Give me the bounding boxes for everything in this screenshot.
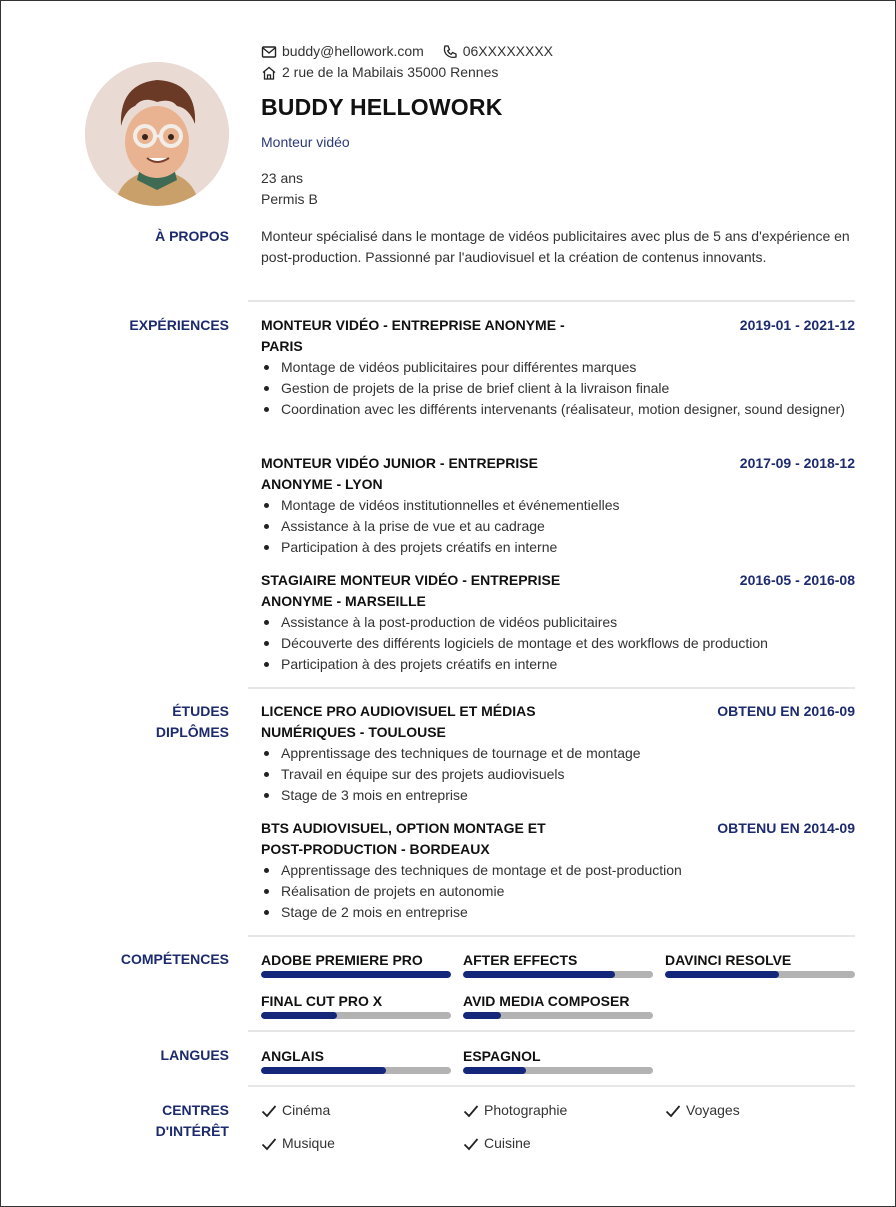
interest-label: Musique (282, 1135, 335, 1151)
education-bullets (261, 743, 855, 806)
avatar (85, 62, 229, 206)
language-item (463, 1047, 653, 1074)
language-bar-track (261, 1067, 451, 1074)
section-label-languages: LANGUES (160, 1047, 229, 1063)
phone-item[interactable] (442, 41, 553, 62)
skill-bar-fill (463, 971, 615, 978)
education-entry (261, 701, 855, 806)
education-entry (261, 818, 855, 923)
education-title: BTS AUDIOVISUEL, OPTION MONTAGE ET POST-PRODUCTION - BORDEAUX (261, 820, 546, 857)
experience-title: STAGIAIRE MONTEUR VIDÉO - ENTREPRISE ANONYME - MARSEILLE (261, 572, 561, 609)
experience-bullets (261, 495, 855, 558)
language-bar-fill (261, 1067, 386, 1074)
list-item: Stage de 3 mois en entreprise (261, 785, 855, 806)
interest-label: Photographie (484, 1102, 568, 1118)
skill-bar-fill (261, 971, 451, 978)
list-item: Gestion de projets de la prise de brief client à la livraison finale (261, 378, 855, 399)
experience-bullets (261, 612, 855, 675)
candidate-name: BUDDY HELLOWORK (261, 94, 503, 120)
education-label-line1: ÉTUDES (172, 703, 229, 719)
experience-date: 2016-05 - 2016-08 (739, 572, 855, 588)
skill-name: DAVINCI RESOLVE (665, 952, 792, 968)
skill-bar-fill (261, 1012, 337, 1019)
skill-name: ADOBE PREMIERE PRO (261, 952, 423, 968)
divider (248, 1085, 855, 1087)
divider (248, 935, 855, 937)
check-icon (261, 1137, 277, 1151)
section-label-skills: COMPÉTENCES (120, 951, 229, 967)
section-label-experiences: EXPÉRIENCES (129, 317, 229, 333)
skill-name: FINAL CUT PRO X (261, 993, 383, 1009)
education-title: LICENCE PRO AUDIOVISUEL ET MÉDIAS NUMÉRIQUES - TOULOUSE (261, 703, 536, 740)
list-item: Apprentissage des techniques de tournage et de montage (261, 743, 855, 764)
skill-item (665, 951, 855, 978)
education-bullets (261, 860, 855, 923)
section-label-education (89, 701, 229, 743)
language-item (261, 1047, 451, 1074)
language-bar-track (463, 1067, 653, 1074)
skill-bar-fill (463, 1012, 501, 1019)
license-text: Permis B (261, 191, 318, 207)
skill-bar-track (665, 971, 855, 978)
divider (248, 1030, 855, 1032)
phone-text: 06XXXXXXXX (462, 43, 554, 59)
list-item: Travail en équipe sur des projets audiovisuels (261, 764, 855, 785)
experience-title: MONTEUR VIDÉO - ENTREPRISE ANONYME - PARIS (261, 317, 565, 354)
home-icon (261, 65, 277, 81)
skill-bar-track (261, 1012, 451, 1019)
experience-date: 2019-01 - 2021-12 (739, 317, 855, 333)
skill-name: AVID MEDIA COMPOSER (463, 993, 630, 1009)
list-item: Stage de 2 mois en entreprise (261, 902, 855, 923)
experience-entry (261, 315, 855, 420)
interests-label-line2: D'INTÉRÊT (155, 1123, 229, 1139)
language-bar-fill (463, 1067, 526, 1074)
check-icon (665, 1104, 681, 1118)
interest-label: Cinéma (282, 1102, 331, 1118)
check-icon (463, 1104, 479, 1118)
skill-bar-track (261, 971, 451, 978)
list-item: Assistance à la post-production de vidéos publicitaires (261, 612, 855, 633)
skill-bar-track (463, 971, 653, 978)
experience-entry (261, 453, 855, 558)
interest-item (463, 1100, 567, 1121)
section-label-about: À PROPOS (155, 228, 229, 244)
list-item: Montage de vidéos publicitaires pour différentes marques (261, 357, 855, 378)
list-item: Assistance à la prise de vue et au cadrage (261, 516, 855, 537)
interest-label: Cuisine (484, 1135, 531, 1151)
phone-icon (442, 44, 458, 60)
skill-item (261, 992, 451, 1019)
interest-item (261, 1100, 330, 1121)
about-text: Monteur spécialisé dans le montage de vidéos publicitaires avec plus de 5 ans d'expérience en post-production. Passionné par l'audiovisuel et la création de contenus innovants. (261, 228, 850, 265)
contact-line-2 (261, 62, 512, 87)
experience-title: MONTEUR VIDÉO JUNIOR - ENTREPRISE ANONYME - LYON (261, 455, 538, 492)
interest-item (463, 1133, 531, 1154)
email-text: buddy@hellowork.com (282, 43, 424, 59)
skill-item (261, 951, 451, 978)
skill-bar-track (463, 1012, 653, 1019)
list-item: Participation à des projets créatifs en interne (261, 654, 855, 675)
interest-label: Voyages (686, 1102, 740, 1118)
skill-name: AFTER EFFECTS (463, 952, 578, 968)
check-icon (463, 1137, 479, 1151)
experience-date: 2017-09 - 2018-12 (739, 455, 855, 471)
skill-item (463, 951, 653, 978)
education-date: OBTENU EN 2016-09 (717, 703, 855, 719)
address-item (261, 62, 498, 83)
list-item: Réalisation de projets en autonomie (261, 881, 855, 902)
list-item: Apprentissage des techniques de montage et de post-production (261, 860, 855, 881)
skill-bar-fill (665, 971, 779, 978)
list-item: Découverte des différents logiciels de montage et des workflows de production (261, 633, 855, 654)
experience-entry (261, 570, 855, 675)
interests-label-line1: CENTRES (162, 1102, 229, 1118)
interest-item (665, 1100, 740, 1121)
skill-item (463, 992, 653, 1019)
list-item: Montage de vidéos institutionnelles et événementielles (261, 495, 855, 516)
divider (248, 687, 855, 689)
avatar-illustration (85, 62, 229, 206)
section-label-interests (89, 1100, 229, 1142)
check-icon (261, 1104, 277, 1118)
language-name: ANGLAIS (261, 1048, 324, 1064)
experience-bullets (261, 357, 855, 420)
list-item: Participation à des projets créatifs en interne (261, 537, 855, 558)
divider (248, 300, 855, 302)
email-item[interactable] (261, 41, 424, 62)
address-text: 2 rue de la Mabilais 35000 Rennes (282, 64, 499, 80)
interest-item (261, 1133, 335, 1154)
age-text: 23 ans (261, 170, 304, 186)
education-date: OBTENU EN 2014-09 (717, 820, 855, 836)
envelope-icon (261, 44, 277, 60)
language-name: ESPAGNOL (463, 1048, 541, 1064)
education-label-line2: DIPLÔMES (155, 724, 229, 740)
job-title: Monteur vidéo (261, 134, 350, 150)
list-item: Coordination avec les différents intervenants (réalisateur, motion designer, sound designer) (261, 399, 855, 420)
